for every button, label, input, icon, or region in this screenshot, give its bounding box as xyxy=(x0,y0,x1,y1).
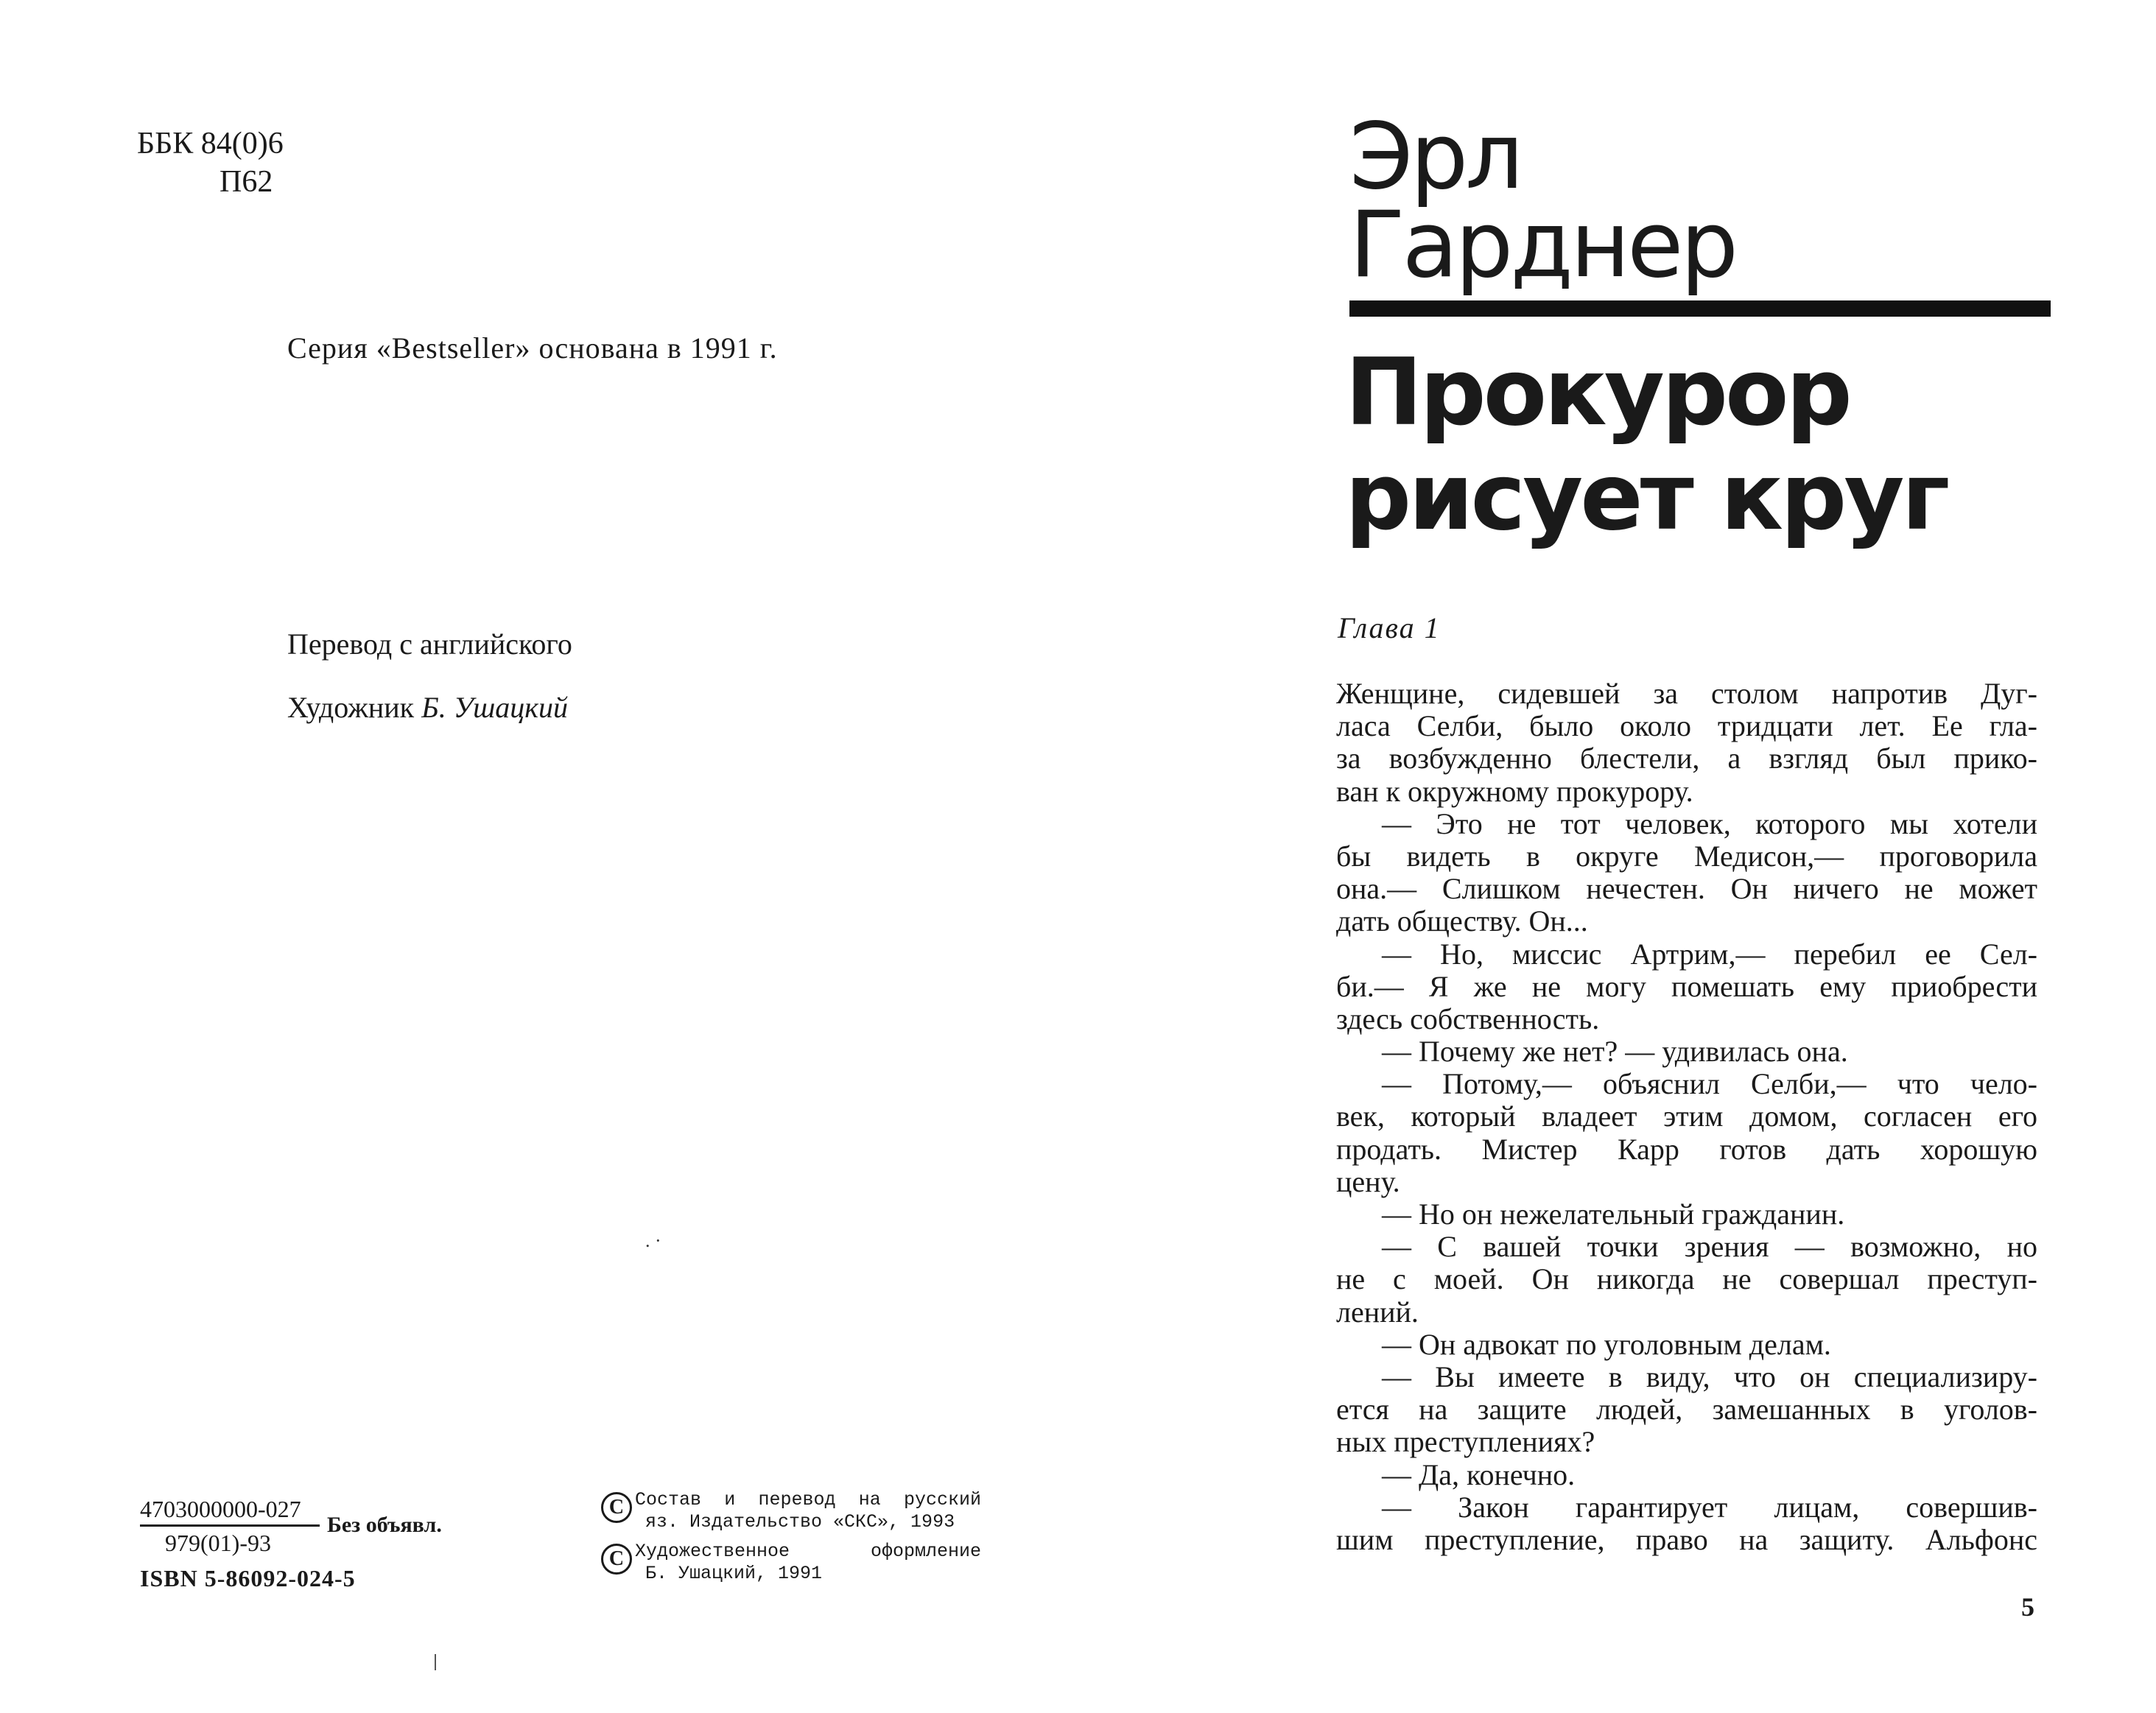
author-mark: П62 xyxy=(220,165,273,199)
text-line: — Да, конечно. xyxy=(1382,1457,1576,1491)
text-line: — Почему же нет? — удивилась она. xyxy=(1382,1035,1848,1069)
no-announcement-note: Без объявл. xyxy=(327,1513,442,1537)
author-last-name: Гарднер xyxy=(1349,192,1736,298)
text-line: бы видеть в округе Медисон,— проговорила xyxy=(1336,839,2037,873)
catalog-code-fraction-line xyxy=(140,1524,320,1527)
page-number: 5 xyxy=(2021,1592,2034,1622)
copyright-icon: C xyxy=(601,1544,632,1575)
book-title-line2: рисует круг xyxy=(1345,443,1948,551)
copyright-translation-line2: яз. Издательство «СКС», 1993 xyxy=(645,1511,955,1533)
text-line: ласа Селби, было около тридцати лет. Ее гла- xyxy=(1336,709,2037,743)
text-line: — Но он нежелательный гражданин. xyxy=(1382,1197,1845,1231)
artist-credit xyxy=(287,689,568,726)
body-text xyxy=(1336,678,2037,1556)
text-line: — Закон гарантирует лицам, совершив- xyxy=(1382,1490,2037,1524)
text-line: — Он адвокат по уголовным делам. xyxy=(1382,1327,1831,1361)
text-line: она.— Слишком нечестен. Он ничего не может xyxy=(1336,872,2037,906)
text-line: — Потому,— объяснил Селби,— что чело- xyxy=(1382,1067,2037,1101)
text-line: не с моей. Он никогда не совершал преступ- xyxy=(1336,1262,2037,1296)
text-line: — Это не тот человек, которого мы хотели xyxy=(1382,806,2037,840)
text-line: цену. xyxy=(1336,1164,1400,1198)
text-line: ван к окружному прокурору. xyxy=(1336,774,1693,808)
copyright-icon: C xyxy=(601,1492,632,1523)
catalog-code-denominator: 979(01)-93 xyxy=(165,1530,271,1556)
catalog-code-numerator: 4703000000-027 xyxy=(140,1496,301,1522)
text-line: би.— Я же не могу помешать ему приобрести xyxy=(1336,969,2037,1003)
copyright-design xyxy=(601,1541,984,1585)
book-title-line1: Прокурор xyxy=(1345,338,1850,446)
artist-label: Художник xyxy=(287,691,422,724)
text-line: за возбужденно блестели, а взгляд был прико- xyxy=(1336,742,2037,775)
isbn: ISBN 5-86092-024-5 xyxy=(140,1565,356,1591)
copyright-design-line1: Художественное оформление xyxy=(635,1541,981,1562)
text-line: — Вы имеете в виду, что он специализиру- xyxy=(1382,1360,2037,1393)
text-line: ных преступлениях? xyxy=(1336,1425,1595,1459)
stray-print-marks: . · xyxy=(645,1230,661,1251)
bbk-classification: ББК 84(0)6 xyxy=(137,127,284,161)
title-rule xyxy=(1349,300,2051,317)
text-line: Женщине, сидевшей за столом напротив Дуг- xyxy=(1336,677,2037,710)
text-line: шим преступление, право на защиту. Альфонс xyxy=(1336,1522,2037,1556)
chapter-heading: Глава 1 xyxy=(1338,611,1441,644)
series-note: Серия «Bestseller» основана в 1991 г. xyxy=(287,331,778,365)
text-line: продать. Мистер Карр готов дать хорошую xyxy=(1336,1132,2037,1166)
copyright-translation-line1: Состав и перевод на русский xyxy=(635,1489,981,1510)
text-line: лений. xyxy=(1336,1295,1419,1329)
text-line: здесь собственность. xyxy=(1336,1002,1600,1035)
copyright-design-line2: Б. Ушацкий, 1991 xyxy=(645,1563,823,1584)
text-line: — С вашей точки зрения — возможно, но xyxy=(1382,1230,2037,1264)
translation-note: Перевод с английского xyxy=(287,627,572,661)
copyright-translation xyxy=(601,1489,984,1533)
artist-name: Б. Ушацкий xyxy=(421,691,568,724)
text-line: дать обществу. Он... xyxy=(1336,904,1588,938)
text-line: — Но, миссис Артрим,— перебил ее Сел- xyxy=(1382,937,2037,971)
text-line: век, который владеет этим домом, согласен его xyxy=(1336,1100,2037,1133)
stray-tick-mark xyxy=(435,1654,436,1670)
text-line: ется на защите людей, замешанных в уголов- xyxy=(1336,1393,2037,1427)
author-first-name: Эрл xyxy=(1349,104,1521,210)
